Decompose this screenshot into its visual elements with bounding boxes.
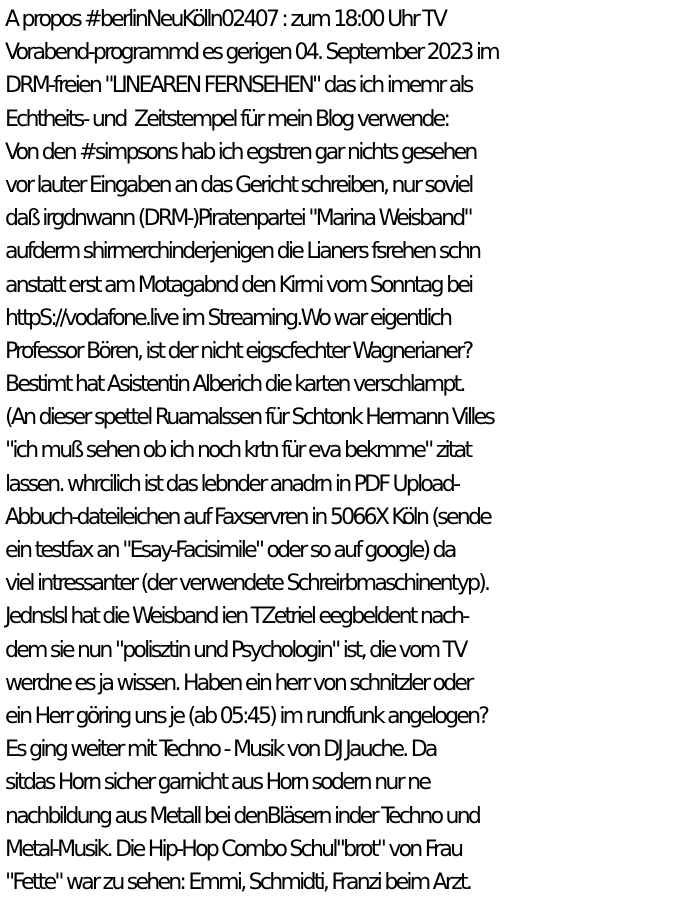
text-line: Echtheits- und Zeitstempel für mein Blog verwende: <box>5 106 449 132</box>
text-line: daß irgdnwann (DRM-)Piratenpartei "Marina Weisband" <box>5 206 471 232</box>
text-line: (An dieser spettel Ruamalssen für Schtonk Hermann Villes <box>5 405 494 431</box>
text-line: ein Herr göring uns je (ab 05:45) im rundfunk angelogen? <box>5 703 488 729</box>
text-line: lassen. whrcilich ist das lebnder anadrn in PDF Upload- <box>5 471 459 497</box>
text-line: Es ging weiter mit Techno - Musik von DJ Jauche. Da <box>5 737 436 763</box>
text-line: anstatt erst am Motagabnd den Kirmi vom Sonntag bei <box>5 272 472 298</box>
text-line: Jednslsl hat die Weisband ien TZetriel eegbeldent nach- <box>5 604 468 630</box>
text-line: vor lauter Eingaben an das Gericht schreiben, nur soviel <box>5 172 472 198</box>
text-line: Vorabend-programmd es gerigen 04. September 2023 im <box>5 40 498 66</box>
text-line: viel intressanter (der verwendete Schreirbmaschinentyp). <box>5 571 489 597</box>
text-line: Bestimt hat Asistentin Alberich die karten verschlampt. <box>5 372 464 398</box>
text-line: "ich muß sehen ob ich noch krtn für eva bekmme" zitat <box>5 438 471 464</box>
text-line: "Fette" war zu sehen: Emmi, Schmidti, Franzi beim Arzt. <box>5 869 471 895</box>
text-line: Professor Bören, ist der nicht eigscfechter Wagnerianer? <box>5 338 472 364</box>
text-line: nachbildung aus Metall bei denBläsern inder Techno und <box>5 803 480 829</box>
text-line: DRM-freien "LINEAREN FERNSEHEN" das ich imemr als <box>5 73 472 99</box>
text-line: A propos #berlinNeuKölln02407 : zum 18:00 Uhr TV <box>5 7 446 32</box>
text-line: ein testfax an "Esay-Facisimile" oder so auf google) da <box>5 538 455 563</box>
text-line: Abbuch-dateileichen auf Faxservren in 5066X Köln (sende <box>5 504 490 530</box>
text-page <box>5 3 684 899</box>
text-line: httpS://vodafone.live im Streaming.Wo war eigentlich <box>5 305 451 331</box>
text-line: sitdas Horn sicher garnicht aus Horn sodern nur ne <box>5 770 430 796</box>
text-line: dem sie nun "polisztin und Psychologin" ist, die vom TV <box>5 637 466 663</box>
text-line: Metal-Musik. Die Hip-Hop Combo Schul"brot" von Frau <box>5 836 462 862</box>
text-line: aufderm shirmerchinderjenigen die Lianers fsrehen schn <box>5 239 480 265</box>
text-line: werdne es ja wissen. Haben ein herr von schnitzler oder <box>5 670 472 696</box>
text-line: Von den #simpsons hab ich egstren gar nichts gesehen <box>5 139 476 165</box>
